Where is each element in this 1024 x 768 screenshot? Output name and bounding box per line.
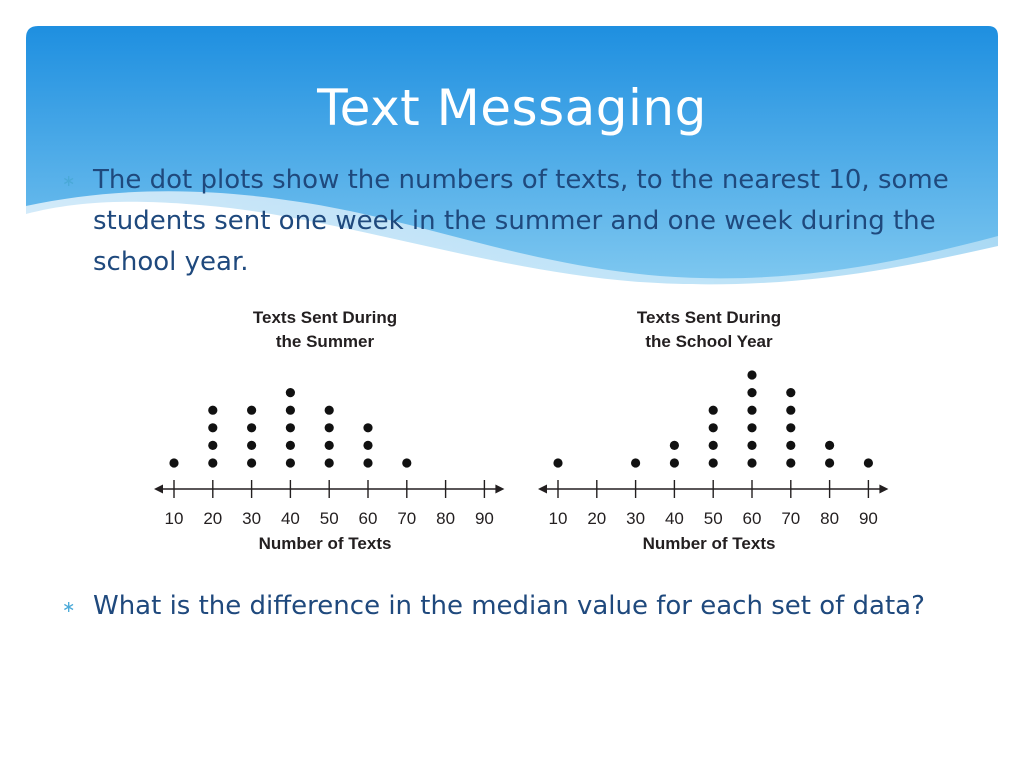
data-dot <box>208 423 217 432</box>
data-dot <box>286 388 295 397</box>
tick-label: 60 <box>742 509 762 528</box>
x-axis-label: Number of Texts <box>642 534 776 553</box>
data-dot <box>325 441 334 450</box>
axis-arrow-left <box>154 485 163 494</box>
tick-label: 20 <box>203 509 223 528</box>
tick-label: 70 <box>397 509 417 528</box>
chart-title: Texts Sent During the Summer <box>252 308 398 351</box>
dot-plot-school-year <box>524 300 894 570</box>
dot-plot-summer <box>140 300 510 570</box>
data-dot <box>747 458 756 467</box>
tick-label: 80 <box>436 509 456 528</box>
data-dot <box>553 458 562 467</box>
chart-title: Texts Sent During the School Year <box>636 308 782 351</box>
data-dot <box>709 406 718 415</box>
tick-label: 90 <box>858 509 878 528</box>
tick-label: 50 <box>319 509 339 528</box>
bullet-item <box>62 160 962 283</box>
axis-arrow-right <box>879 485 888 494</box>
data-dot <box>363 423 372 432</box>
data-dot <box>325 423 334 432</box>
x-axis-label: Number of Texts <box>258 534 392 553</box>
data-dot <box>747 423 756 432</box>
bullet-item <box>62 586 962 627</box>
data-dot <box>286 441 295 450</box>
tick-label: 90 <box>474 509 494 528</box>
data-dot <box>786 423 795 432</box>
tick-label: 50 <box>703 509 723 528</box>
data-dot <box>325 406 334 415</box>
data-dot <box>169 458 178 467</box>
bullet-marker: ∗ <box>62 171 76 190</box>
data-dot <box>670 458 679 467</box>
data-dot <box>208 458 217 467</box>
data-dot <box>247 441 256 450</box>
data-dot <box>786 388 795 397</box>
data-dot <box>402 458 411 467</box>
tick-label: 80 <box>820 509 840 528</box>
tick-label: 30 <box>626 509 646 528</box>
data-dot <box>247 458 256 467</box>
data-dot <box>247 406 256 415</box>
data-dot <box>747 406 756 415</box>
tick-label: 10 <box>548 509 568 528</box>
axis-arrow-left <box>538 485 547 494</box>
tick-label: 30 <box>242 509 262 528</box>
bullet-text: The dot plots show the numbers of texts, to the nearest 10, some students sent one week in the summer and one week during the school year. <box>93 165 949 277</box>
data-dot <box>747 388 756 397</box>
tick-label: 70 <box>781 509 801 528</box>
data-dot <box>747 370 756 379</box>
axis-arrow-right <box>495 485 504 494</box>
data-dot <box>363 441 372 450</box>
data-dot <box>786 441 795 450</box>
data-dot <box>631 458 640 467</box>
data-dot <box>825 441 834 450</box>
data-dot <box>286 423 295 432</box>
bullet-text: What is the difference in the median value for each set of data? <box>93 591 925 621</box>
data-dot <box>670 441 679 450</box>
data-dot <box>363 458 372 467</box>
data-dot <box>208 406 217 415</box>
data-dot <box>286 458 295 467</box>
data-dot <box>709 458 718 467</box>
data-dot <box>325 458 334 467</box>
data-dot <box>864 458 873 467</box>
data-dot <box>247 423 256 432</box>
data-dot <box>747 441 756 450</box>
tick-label: 40 <box>280 509 300 528</box>
slide-title: Text Messaging <box>317 79 707 137</box>
data-dot <box>709 423 718 432</box>
tick-label: 10 <box>164 509 184 528</box>
data-dot <box>208 441 217 450</box>
tick-label: 60 <box>358 509 378 528</box>
tick-label: 40 <box>664 509 684 528</box>
bullet-marker: ∗ <box>62 597 76 616</box>
tick-label: 20 <box>587 509 607 528</box>
data-dot <box>709 441 718 450</box>
data-dot <box>825 458 834 467</box>
data-dot <box>786 458 795 467</box>
data-dot <box>286 406 295 415</box>
data-dot <box>786 406 795 415</box>
